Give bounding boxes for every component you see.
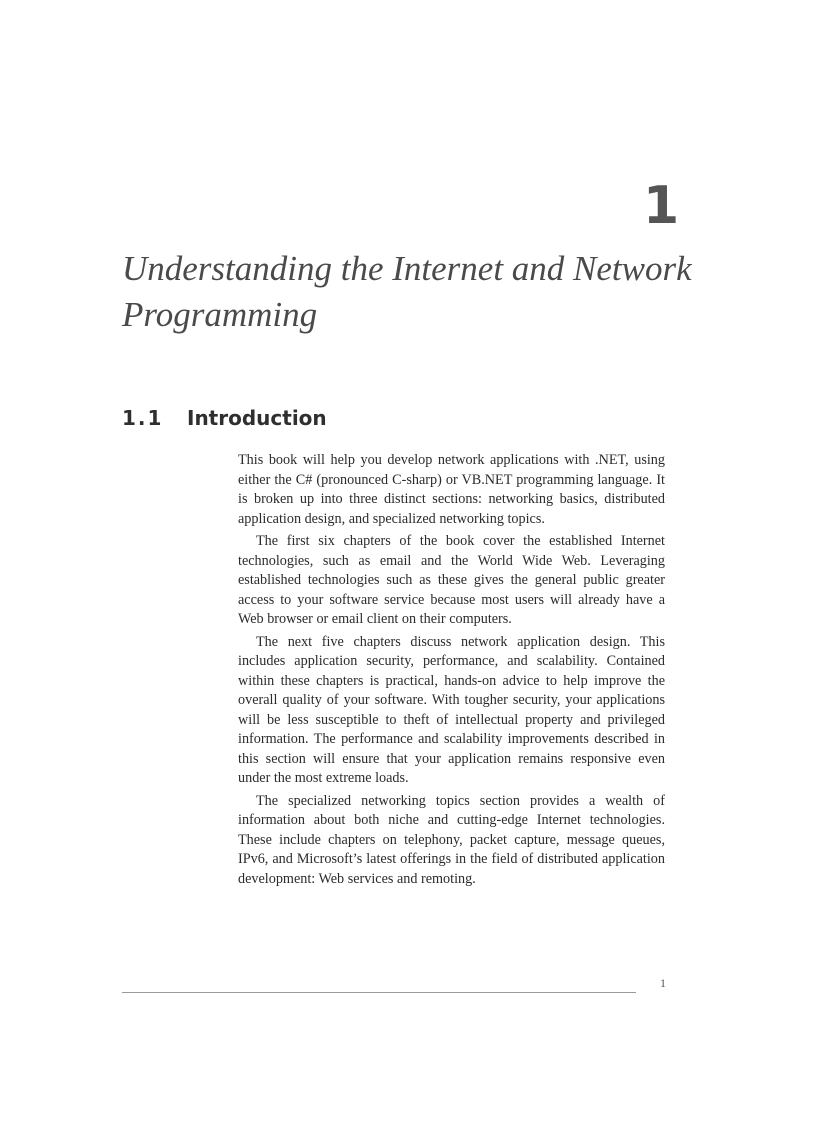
paragraph: The next five chapters discuss network application design. This includes application security, performance, and scalability. Contained within these chapters is practical, hands-on advice to help improve the overall quality of your software. With tougher security, your applications will be less susceptible to theft of intellectual property and privileged information. The performance and scalability improvements described in this section will ensure that your application remains responsive even under the most extreme loads.: [238, 633, 665, 786]
page-number: 1: [660, 976, 666, 990]
chapter-number: 1: [643, 176, 680, 236]
chapter-title: Understanding the Internet and Network Programming: [122, 249, 692, 334]
body-text: [238, 451, 665, 889]
section-title: Introduction: [187, 406, 327, 430]
paragraph: This book will help you develop network applications with .NET, using either the C# (pronounced C-sharp) or VB.NET programming language. It is broken up into three distinct sections: networking basics, distributed application design, and specialized networking topics.: [238, 452, 665, 527]
section-heading: [122, 404, 327, 432]
paragraph: The first six chapters of the book cover the established Internet technologies, such as email and the World Wide Web. Leveraging established technologies such as these gives the general public greater access to your software service because most users will already have a Web browser or email client on their computers.: [238, 533, 665, 627]
section-number: 1.1: [122, 406, 164, 430]
footer-rule: [122, 992, 636, 993]
paragraph: The specialized networking topics section provides a wealth of information about both niche and cutting-edge Internet technologies. These include chapters on telephony, packet capture, message queues, IPv6, and Microsoft’s latest offerings in the field of distributed application development: Web services and remoting.: [238, 792, 665, 887]
